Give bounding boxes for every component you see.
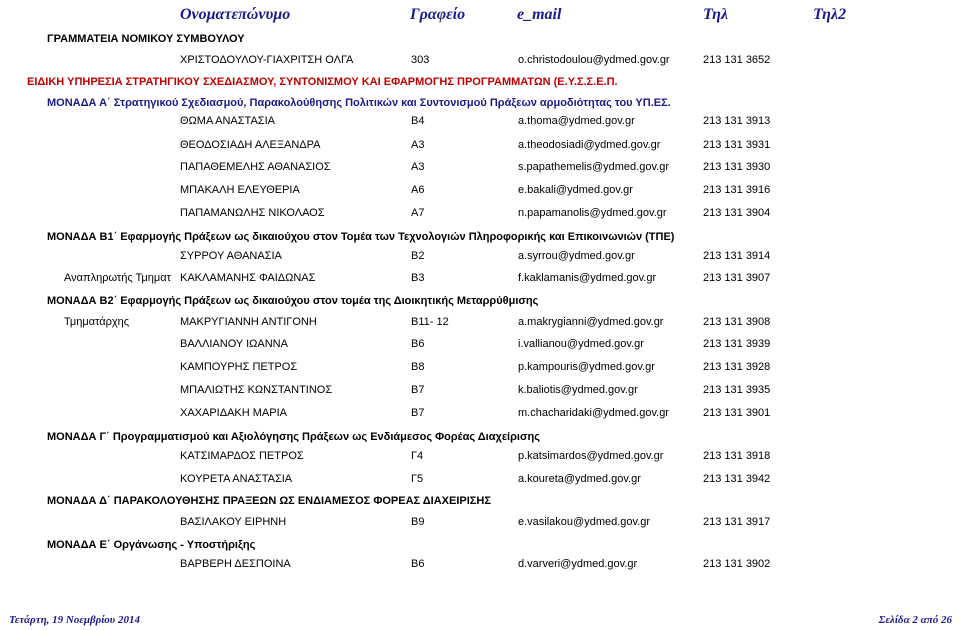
row-role: Αναπληρωτής Τμηματ [64, 272, 171, 284]
section-unit-b1: ΜΟΝΑΔΑ Β1΄ Εφαρμογής Πράξεων ως δικαιούχου στον Τομέα των Τεχνολογιών Πληροφορικής και Επικοινωνιών (ΤΠΕ) [47, 231, 675, 243]
row-office: Β7 [411, 384, 425, 396]
row-email[interactable]: o.christodoulou@ydmed.gov.gr [518, 54, 670, 66]
row-name: ΚΑΚΛΑΜΑΝΗΣ ΦΑΙΔΩΝΑΣ [180, 272, 316, 284]
row-office: Β11- 12 [411, 316, 449, 328]
row-email[interactable]: p.kampouris@ydmed.gov.gr [518, 361, 655, 373]
header-name: Ονοματεπώνυμο [180, 6, 291, 23]
section-unit-c: ΜΟΝΑΔΑ Γ΄ Προγραμματισμού και Αξιολόγησης Πράξεων ως Ενδιάμεσος Φορέας Διαχείρισης [47, 431, 540, 443]
row-name: ΧΑΧΑΡΙΔΑΚΗ ΜΑΡΙΑ [180, 407, 287, 419]
header-office: Γραφείο [410, 6, 466, 23]
footer-page: Σελίδα 2 από 26 [878, 614, 952, 626]
section-unit-b2: ΜΟΝΑΔΑ Β2΄ Εφαρμογής Πράξεων ως δικαιούχου στον τομέα της Διοικητικής Μεταρρύθμισης [47, 295, 539, 307]
row-email[interactable]: e.vasilakou@ydmed.gov.gr [518, 516, 651, 528]
row-name: ΠΑΠΑΘΕΜΕΛΗΣ ΑΘΑΝΑΣΙΟΣ [180, 161, 331, 173]
row-name: ΜΠΑΛΙΩΤΗΣ ΚΩΝΣΤΑΝΤΙΝΟΣ [180, 384, 333, 396]
header-phone: Τηλ [703, 6, 729, 23]
row-office: Β6 [411, 338, 425, 350]
row-office: Α6 [411, 184, 425, 196]
row-name: ΜΑΚΡΥΓΙΑΝΝΗ ΑΝΤΙΓΟΝΗ [180, 316, 317, 328]
section-legal: ΓΡΑΜΜΑΤΕΙΑ ΝΟΜΙΚΟΥ ΣΥΜΒΟΥΛΟΥ [47, 33, 245, 45]
row-name: ΣΥΡΡΟΥ ΑΘΑΝΑΣΙΑ [180, 250, 282, 262]
row-office: 303 [411, 54, 430, 66]
footer-date: Τετάρτη, 19 Νοεμβρίου 2014 [9, 614, 140, 626]
row-name: ΠΑΠΑΜΑΝΩΛΗΣ ΝΙΚΟΛΑΟΣ [180, 207, 325, 219]
row-office: Α3 [411, 161, 425, 173]
row-phone: 213 131 3904 [703, 207, 771, 219]
row-email[interactable]: n.papamanolis@ydmed.gov.gr [518, 207, 667, 219]
row-phone: 213 131 3916 [703, 184, 771, 196]
row-phone: 213 131 3928 [703, 361, 771, 373]
header-email: e_mail [517, 6, 562, 23]
section-eyssepa: ΕΙΔΙΚΗ ΥΠΗΡΕΣΙΑ ΣΤΡΑΤΗΓΙΚΟΥ ΣΧΕΔΙΑΣΜΟΥ, ΣΥΝΤΟΝΙΣΜΟΥ ΚΑΙ ΕΦΑΡΜΟΓΗΣ ΠΡΟΓΡΑΜΜΑΤΩΝ (Ε.Υ.Σ.Σ.Ε.Π. [27, 76, 618, 88]
row-email[interactable]: a.thoma@ydmed.gov.gr [518, 115, 635, 127]
row-name: ΚΑΜΠΟΥΡΗΣ ΠΕΤΡΟΣ [180, 361, 298, 373]
row-office: Β9 [411, 516, 425, 528]
row-name: ΒΑΣΙΛΑΚΟΥ ΕΙΡΗΝΗ [180, 516, 287, 528]
row-email[interactable]: a.koureta@ydmed.gov.gr [518, 473, 641, 485]
row-phone: 213 131 3942 [703, 473, 771, 485]
row-email[interactable]: d.varveri@ydmed.gov.gr [518, 558, 638, 570]
row-phone: 213 131 3931 [703, 139, 771, 151]
header-phone2: Τηλ2 [813, 6, 847, 23]
row-phone: 213 131 3902 [703, 558, 771, 570]
row-name: ΘΕΟΔΟΣΙΑΔΗ ΑΛΕΞΑΝΔΡΑ [180, 139, 321, 151]
row-phone: 213 131 3907 [703, 272, 771, 284]
row-email[interactable]: a.syrrou@ydmed.gov.gr [518, 250, 635, 262]
row-phone: 213 131 3913 [703, 115, 771, 127]
row-office: Α7 [411, 207, 425, 219]
row-office: Α3 [411, 139, 425, 151]
row-name: ΒΑΛΛΙΑΝΟΥ ΙΩΑΝΝΑ [180, 338, 288, 350]
row-email[interactable]: i.vallianou@ydmed.gov.gr [518, 338, 644, 350]
row-office: Γ4 [411, 450, 424, 462]
section-unit-d: ΜΟΝΑΔΑ Δ΄ ΠΑΡΑΚΟΛΟΥΘΗΣΗΣ ΠΡΑΞΕΩΝ ΩΣ ΕΝΔΙΑΜΕΣΟΣ ΦΟΡΕΑΣ ΔΙΑΧΕΙΡΙΣΗΣ [47, 495, 491, 507]
row-office: Β6 [411, 558, 425, 570]
row-phone: 213 131 3908 [703, 316, 771, 328]
row-email[interactable]: k.baliotis@ydmed.gov.gr [518, 384, 638, 396]
row-office: Β4 [411, 115, 425, 127]
row-email[interactable]: p.katsimardos@ydmed.gov.gr [518, 450, 664, 462]
row-email[interactable]: s.papathemelis@ydmed.gov.gr [518, 161, 669, 173]
row-email[interactable]: f.kaklamanis@ydmed.gov.gr [518, 272, 657, 284]
row-email[interactable]: a.theodosiadi@ydmed.gov.gr [518, 139, 661, 151]
row-phone: 213 131 3939 [703, 338, 771, 350]
row-email[interactable]: m.chacharidaki@ydmed.gov.gr [518, 407, 669, 419]
row-email[interactable]: e.bakali@ydmed.gov.gr [518, 184, 633, 196]
row-name: ΘΩΜΑ ΑΝΑΣΤΑΣΙΑ [180, 115, 275, 127]
section-unit-e: ΜΟΝΑΔΑ Ε΄ Οργάνωσης - Υποστήριξης [47, 539, 256, 551]
row-email[interactable]: a.makrygianni@ydmed.gov.gr [518, 316, 664, 328]
row-name: ΚΑΤΣΙΜΑΡΔΟΣ ΠΕΤΡΟΣ [180, 450, 304, 462]
row-name: ΚΟΥΡΕΤΑ ΑΝΑΣΤΑΣΙΑ [180, 473, 293, 485]
row-phone: 213 131 3901 [703, 407, 771, 419]
row-office: Β3 [411, 272, 425, 284]
row-name: ΜΠΑΚΑΛΗ ΕΛΕΥΘΕΡΙΑ [180, 184, 300, 196]
row-phone: 213 131 3930 [703, 161, 771, 173]
row-name: ΒΑΡΒΕΡΗ ΔΕΣΠΟΙΝΑ [180, 558, 291, 570]
row-office: Β8 [411, 361, 425, 373]
row-role: Τμηματάρχης [64, 316, 130, 328]
row-office: Β2 [411, 250, 425, 262]
row-phone: 213 131 3935 [703, 384, 771, 396]
row-phone: 213 131 3652 [703, 54, 771, 66]
row-phone: 213 131 3918 [703, 450, 771, 462]
row-name: ΧΡΙΣΤΟΔΟΥΛΟΥ-ΓΙΑΧΡΙΤΣΗ ΟΛΓΑ [180, 54, 354, 66]
row-phone: 213 131 3917 [703, 516, 771, 528]
row-office: Β7 [411, 407, 425, 419]
row-phone: 213 131 3914 [703, 250, 771, 262]
row-office: Γ5 [411, 473, 424, 485]
section-unit-a: ΜΟΝΑΔΑ Α΄ Στρατηγικού Σχεδιασμού, Παρακολούθησης Πολιτικών και Συντονισμού Πράξεων αρμοδιότητας του ΥΠ.ΕΣ. [47, 97, 671, 109]
